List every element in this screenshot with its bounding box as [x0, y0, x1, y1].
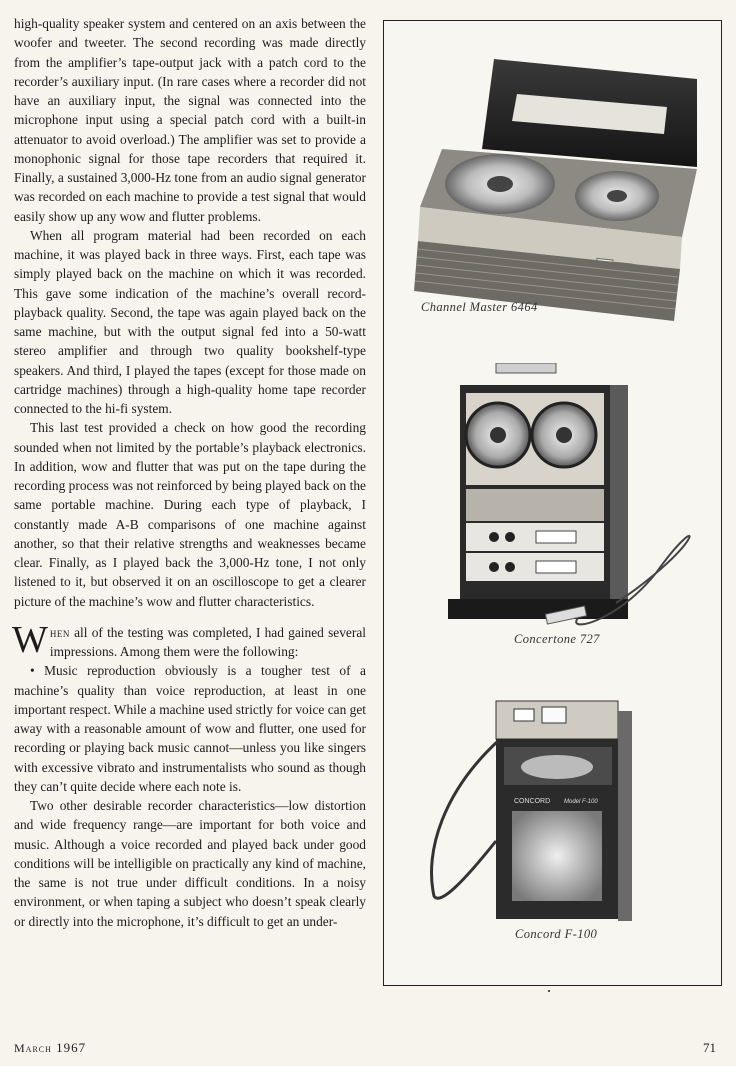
- caption-concertone: Concertone 727: [514, 632, 600, 646]
- concord-brand-label: CONCORD: [514, 798, 551, 805]
- article-text-column: [14, 14, 366, 931]
- page-number: 71: [703, 1040, 716, 1055]
- paragraph-4-text: all of the testing was completed, I had gained several impressions. Among them were the following:: [49, 624, 366, 659]
- print-mark: [548, 990, 550, 992]
- photo-panel: [383, 20, 722, 986]
- paragraph-4: [12, 618, 366, 662]
- small-caps-lead: hen: [49, 624, 70, 640]
- channel-master-recorder-photo: [412, 59, 697, 321]
- paragraph-5-bullet: • Music reproduction obviously is a tougher test of a machine’s quality than voice reproduction, at least in one important respect. While a machine used strictly for voice can get away with a reasonable amount of wow and flutter, one used for recording or playing back music cannot—unless you like singers with excessive vibrato and instrumentalists who sound as though they can’t quite decide where each note is.: [14, 663, 366, 794]
- drop-cap: W: [12, 618, 48, 661]
- footer-date: [14, 1040, 86, 1056]
- paragraph-6: Two other desirable recorder characteristics—low distortion and wide frequency range—are important for both voice and music. Although a voice recorded and played back under good conditions will be intelligible on practically any kind of machine, the same is not true under difficult conditions. In a noisy environment, or when taping a subject who doesn’t speak clearly or directly into the microphone, it’s difficult to get an under-: [14, 798, 366, 929]
- concord-recorder-photo: [424, 691, 634, 931]
- footer-month: March: [14, 1041, 52, 1055]
- paragraph-1: high-quality speaker system and centered on an axis between the woofer and tweeter. The second recording was made directly from the amplifier’s tape-output jack with a patch cord to the recorder’s auxiliary input. (In rare cases where a recorder did not have an auxiliary input, the signal was connected into the microphone input using a special patch cord with a built-in attenuator to avoid overload.) The amplifier was set to provide a monophonic signal for those tape recorders that required it. Finally, a sustained 3,000-Hz tone from an audio signal generator was recorded on each machine to provide a test signal that would easily show up any wow and flutter problems.: [14, 16, 366, 224]
- paragraph-3: This last test provided a check on how good the recording sounded when not limited by the portable’s playback electronics. In addition, wow and flutter that was put on the tape during the recording process was not reinforced by being played back on the same portable machine. During each type of playback, I constantly made A-B comparisons of one machine against another, so that their relative strengths and weaknesses became clear. Finally, as I played back the 3,000-Hz tone, I not only listened to it, but observed it on an oscilloscope to get a clearer picture of the machine’s wow and flutter characteristics.: [14, 420, 366, 609]
- footer-year: 1967: [56, 1040, 87, 1055]
- concertone-recorder-photo: [446, 363, 714, 641]
- concord-model-label: Model F-100: [564, 799, 598, 805]
- caption-concord: Concord F-100: [515, 927, 598, 941]
- caption-channel-master: Channel Master 6464: [421, 300, 538, 314]
- paragraph-2: When all program material had been recorded on each machine, it was played back in three ways. First, each tape was simply played back on the machine on which it was recorded. This gave some indication of the machine’s overall record-playback quality. Second, the tape was again played back on the same machine, but with the output signal fed into a 50-watt stereo amplifier and through two quality bookshelf-type speakers. And third, I played the tapes (except for those made on cartridge machines) through a high-quality home tape recorder connected to the hi-fi system.: [14, 227, 366, 416]
